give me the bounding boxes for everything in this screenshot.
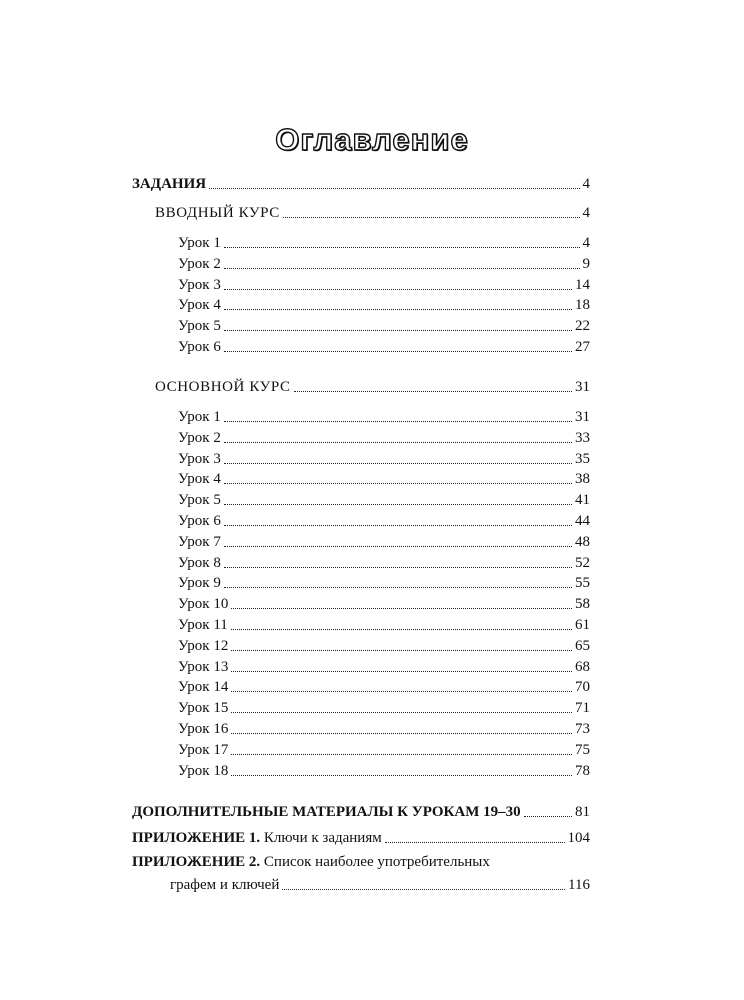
toc-leader xyxy=(283,216,580,218)
toc-page-number: 27 xyxy=(575,339,590,355)
toc-entry-lesson[interactable] xyxy=(178,470,590,488)
toc-page-number: 75 xyxy=(575,741,590,758)
toc-page-number: 48 xyxy=(575,533,590,550)
toc-leader xyxy=(231,670,572,672)
toc-page-number: 78 xyxy=(575,762,590,779)
toc-entry-lesson[interactable] xyxy=(178,574,590,592)
toc-entry-lesson[interactable] xyxy=(178,554,590,572)
toc-page-number: 81 xyxy=(575,804,590,820)
toc-entry-lesson[interactable] xyxy=(178,658,590,676)
toc-leader xyxy=(231,732,572,734)
toc-entry-zadaniya[interactable] xyxy=(132,175,590,193)
toc-label: Урок 1 xyxy=(178,409,221,425)
toc-entry-lesson[interactable] xyxy=(178,699,590,717)
toc-label-bold: ПРИЛОЖЕНИЕ 2. xyxy=(132,854,261,870)
toc-entry-lesson[interactable] xyxy=(178,450,590,468)
toc-entry-lesson[interactable] xyxy=(178,741,590,759)
toc-leader xyxy=(224,586,572,588)
toc-page-number: 35 xyxy=(575,450,590,467)
toc-leader xyxy=(524,815,572,817)
toc-entry-lesson[interactable] xyxy=(178,533,590,551)
toc-label: Урок 16 xyxy=(178,721,229,737)
toc-label: ЗАДАНИЯ xyxy=(132,176,207,192)
toc-leader xyxy=(224,503,572,505)
toc-leader xyxy=(224,308,572,310)
toc-label: Урок 3 xyxy=(178,276,221,293)
toc-label: Урок 8 xyxy=(178,554,221,571)
toc-label: графем и ключей xyxy=(170,877,280,893)
toc-entry-lesson[interactable] xyxy=(178,637,590,655)
toc-entry-lesson[interactable] xyxy=(178,317,590,335)
toc-entry-prilozhenie-2-line1[interactable] xyxy=(132,853,490,871)
toc-page-number: 18 xyxy=(575,297,590,314)
toc-entry-lesson[interactable] xyxy=(178,595,590,613)
toc-entry-osnovnoy-kurs[interactable] xyxy=(155,378,590,396)
toc-entry-lesson[interactable] xyxy=(178,762,590,780)
toc-page-number: 9 xyxy=(582,255,590,272)
toc-page-number: 104 xyxy=(567,830,590,846)
toc-page-number: 71 xyxy=(575,700,590,717)
toc-page-number: 52 xyxy=(575,554,590,571)
toc-entry-lesson[interactable] xyxy=(178,338,590,356)
toc-label: Урок 9 xyxy=(178,575,221,592)
page-title: Оглавление xyxy=(275,122,469,157)
toc-label: Урок 5 xyxy=(178,318,221,335)
toc-label: Урок 11 xyxy=(178,617,228,633)
toc-leader xyxy=(224,420,572,422)
toc-leader xyxy=(231,711,572,713)
toc-label: Урок 12 xyxy=(178,637,229,654)
toc-entry-lesson[interactable] xyxy=(178,512,590,530)
toc-leader xyxy=(224,329,572,331)
toc-page-number: 14 xyxy=(575,276,590,293)
toc-entry-lesson[interactable] xyxy=(178,296,590,314)
toc-label: Урок 2 xyxy=(178,429,221,446)
toc-page-number: 44 xyxy=(575,513,590,529)
toc-entry-lesson[interactable] xyxy=(178,678,590,696)
toc-page-number: 55 xyxy=(575,575,590,592)
toc-entry-lesson[interactable] xyxy=(178,408,590,426)
toc-entry-prilozhenie-1[interactable] xyxy=(132,829,590,847)
toc-label xyxy=(132,829,382,847)
toc-leader xyxy=(209,187,579,189)
toc-entry-dop-materials[interactable] xyxy=(132,803,590,821)
toc-leader xyxy=(231,690,572,692)
toc-page-number: 61 xyxy=(575,617,590,633)
toc-page-number: 31 xyxy=(575,379,590,395)
toc-leader xyxy=(231,753,572,755)
toc-entry-lesson[interactable] xyxy=(178,491,590,509)
toc-entry-lesson[interactable] xyxy=(178,429,590,447)
toc-leader xyxy=(231,649,572,651)
toc-page-number: 38 xyxy=(575,471,590,488)
toc-leader xyxy=(282,888,565,890)
toc-label: Урок 6 xyxy=(178,339,221,355)
toc-label-rest: Ключи к заданиям xyxy=(263,830,382,846)
toc-label: Урок 2 xyxy=(178,255,221,272)
toc-entry-lesson[interactable] xyxy=(178,234,590,252)
toc-page-number: 31 xyxy=(575,409,590,425)
toc-label: Урок 18 xyxy=(178,762,229,779)
toc-page-number: 70 xyxy=(575,679,590,696)
toc-label: Урок 17 xyxy=(178,741,229,758)
toc-label: ВВОДНЫЙ КУРС xyxy=(155,205,280,221)
toc-page-number: 58 xyxy=(575,596,590,613)
toc-entry-lesson[interactable] xyxy=(178,276,590,294)
toc-leader xyxy=(224,246,580,248)
toc-label: Урок 4 xyxy=(178,471,221,488)
toc-label: Урок 4 xyxy=(178,297,221,314)
toc-label: ДОПОЛНИТЕЛЬНЫЕ МАТЕРИАЛЫ К УРОКАМ 19–30 xyxy=(132,804,521,820)
toc-label: Урок 13 xyxy=(178,658,229,675)
toc-leader xyxy=(224,350,572,352)
toc-label: Урок 6 xyxy=(178,513,221,529)
toc-leader xyxy=(224,545,572,547)
toc-label: Урок 1 xyxy=(178,235,221,251)
toc-label: Урок 3 xyxy=(178,450,221,467)
toc-entry-prilozhenie-2[interactable] xyxy=(170,876,590,894)
toc-leader xyxy=(294,390,572,392)
toc-label: ОСНОВНОЙ КУРС xyxy=(155,379,291,395)
toc-entry-lesson[interactable] xyxy=(178,255,590,273)
toc-entry-vvodny-kurs[interactable] xyxy=(155,204,590,222)
toc-label-rest: Список наиболее употребительных xyxy=(263,854,490,870)
toc-page-number: 68 xyxy=(575,658,590,675)
toc-label: Урок 5 xyxy=(178,492,221,509)
toc-leader xyxy=(224,524,572,526)
toc-label: Урок 10 xyxy=(178,596,229,613)
toc-entry-lesson[interactable] xyxy=(178,616,590,634)
toc-page-number: 73 xyxy=(575,721,590,737)
toc-leader xyxy=(385,841,565,843)
toc-page-number: 65 xyxy=(575,637,590,654)
toc-page-number: 4 xyxy=(582,235,590,251)
toc-leader xyxy=(224,566,572,568)
toc-label: Урок 7 xyxy=(178,533,221,550)
toc-label: Урок 15 xyxy=(178,700,229,717)
toc-page-number: 4 xyxy=(582,205,590,221)
toc-leader xyxy=(224,288,572,290)
toc-leader xyxy=(231,607,572,609)
toc-page-number: 22 xyxy=(575,318,590,335)
toc-leader xyxy=(224,462,572,464)
toc-page-number: 33 xyxy=(575,429,590,446)
toc-leader xyxy=(224,482,572,484)
toc-page-number: 41 xyxy=(575,492,590,509)
toc-leader xyxy=(231,774,572,776)
toc-label: Урок 14 xyxy=(178,679,229,696)
toc-leader xyxy=(224,441,572,443)
toc-page-number: 4 xyxy=(582,176,590,192)
toc-leader xyxy=(224,267,580,269)
toc-leader xyxy=(231,628,572,630)
toc-entry-lesson[interactable] xyxy=(178,720,590,738)
toc-label-bold: ПРИЛОЖЕНИЕ 1. xyxy=(132,830,261,846)
toc-page-number: 116 xyxy=(568,877,590,893)
